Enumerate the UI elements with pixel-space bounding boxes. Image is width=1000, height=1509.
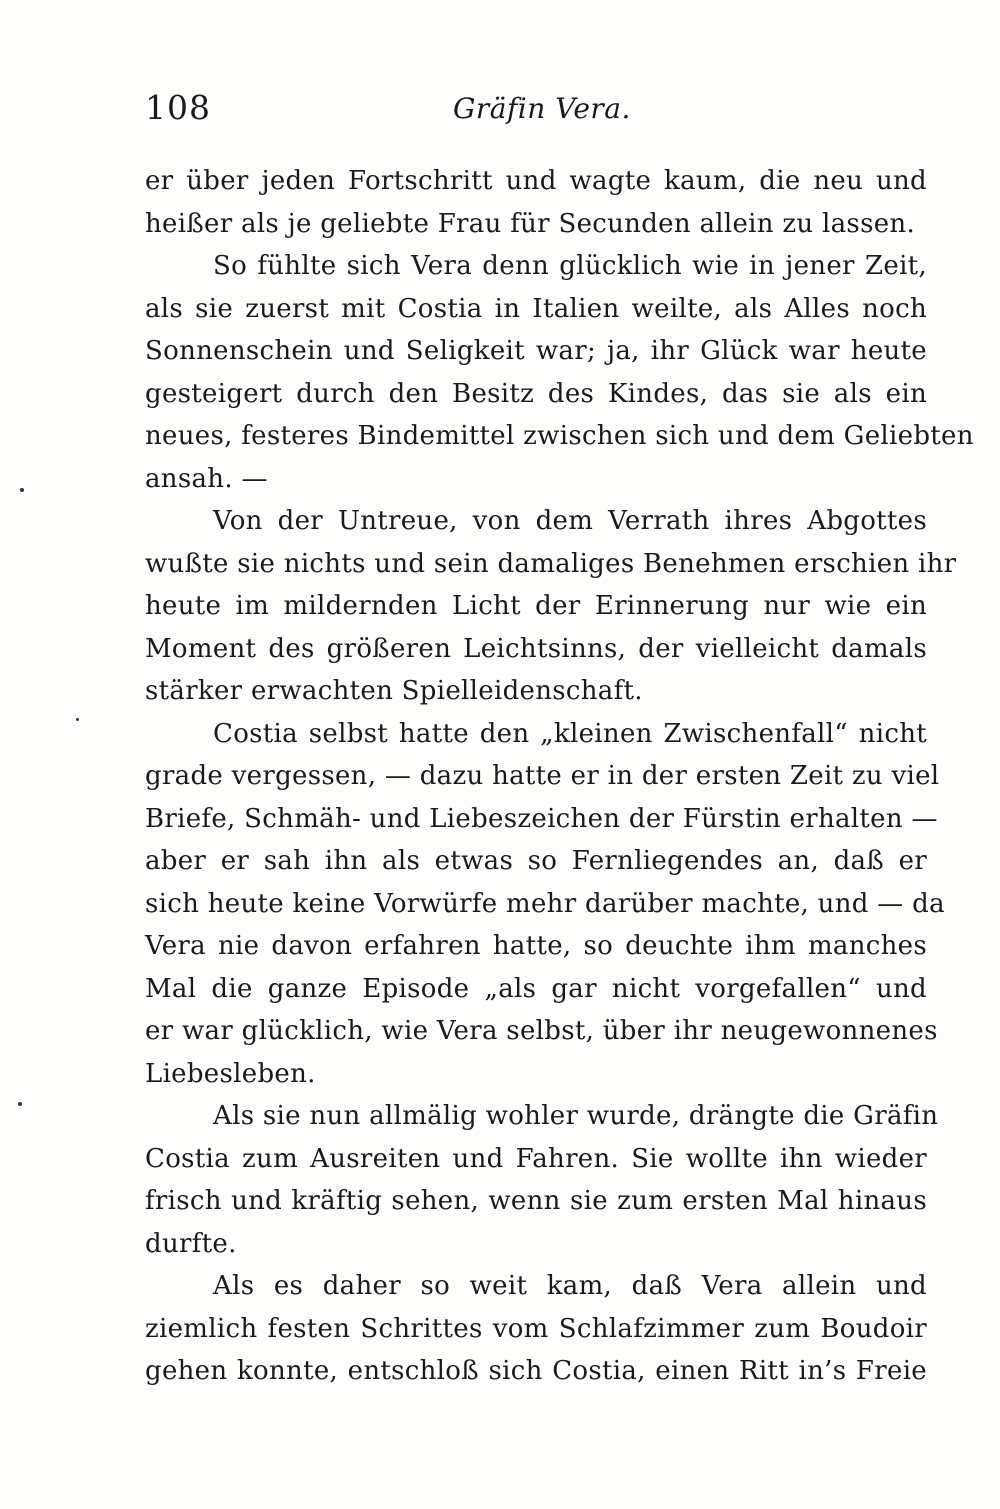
page-number: 108 xyxy=(145,88,211,127)
text-line: er über jeden Fortschritt und wagte kaum, die neu und xyxy=(145,166,927,196)
print-speck xyxy=(20,488,24,492)
text-line: wußte sie nichts und sein damaliges Benehmen erschien ihr xyxy=(145,548,957,579)
text-line: Mal die ganze Episode „als gar nicht vorgefallen“ und xyxy=(145,973,927,1004)
text-line: heißer als je geliebte Frau für Secunden allein zu lassen. xyxy=(145,208,916,239)
print-speck xyxy=(76,718,79,721)
text-line: gesteigert durch den Besitz des Kindes, das sie als ein xyxy=(145,378,927,409)
body-text xyxy=(145,160,974,1393)
page-header xyxy=(145,88,930,138)
text-line: Costia selbst hatte den „kleinen Zwischenfall“ nicht xyxy=(213,718,927,749)
text-line: er war glücklich, wie Vera selbst, über ihr neugewonnenes xyxy=(145,1016,938,1046)
text-line: So fühlte sich Vera denn glücklich wie in jener Zeit, xyxy=(213,251,927,281)
text-line: neues, festeres Bindemittel zwischen sich und dem Geliebten xyxy=(145,421,974,451)
text-line: ziemlich festen Schrittes vom Schlafzimmer zum Boudoir xyxy=(145,1313,927,1344)
text-line: Liebesleben. xyxy=(145,1058,316,1089)
text-line: Als es daher so weit kam, daß Vera allein und xyxy=(213,1271,927,1301)
text-line: Moment des größeren Leichtsinns, der vielleicht damals xyxy=(145,633,927,664)
text-line: ansah. — xyxy=(145,463,268,494)
running-title: Gräfin Vera. xyxy=(453,92,631,125)
text-line: durfte. xyxy=(145,1228,237,1259)
text-line: aber er sah ihn als etwas so Fernliegendes an, daß er xyxy=(145,846,927,876)
text-line: Als sie nun allmälig wohler wurde, drängte die Gräfin xyxy=(213,1101,939,1131)
text-line: Sonnenschein und Seligkeit war; ja, ihr Glück war heute xyxy=(145,336,927,366)
text-line: stärker erwachten Spielleidenschaft. xyxy=(145,676,643,706)
text-line: gehen konnte, entschloß sich Costia, einen Ritt in’s Freie xyxy=(145,1356,927,1386)
text-line: sich heute keine Vorwürfe mehr darüber machte, und — da xyxy=(145,888,945,919)
text-line: heute im mildernden Licht der Erinnerung nur wie ein xyxy=(145,591,927,621)
text-line: grade vergessen, — dazu hatte er in der ersten Zeit zu viel xyxy=(145,761,940,791)
print-speck xyxy=(18,1102,22,1106)
text-line: als sie zuerst mit Costia in Italien weilte, als Alles noch xyxy=(145,293,927,324)
text-line: Costia zum Ausreiten und Fahren. Sie wollte ihn wieder xyxy=(145,1143,927,1174)
text-line: frisch und kräftig sehen, wenn sie zum ersten Mal hinaus xyxy=(145,1186,927,1216)
text-line: Vera nie davon erfahren hatte, so deuchte ihm manches xyxy=(145,931,927,961)
text-line: Briefe, Schmäh- und Liebeszeichen der Fürstin erhalten — xyxy=(145,803,938,834)
text-line: Von der Untreue, von dem Verrath ihres Abgottes xyxy=(213,506,927,536)
